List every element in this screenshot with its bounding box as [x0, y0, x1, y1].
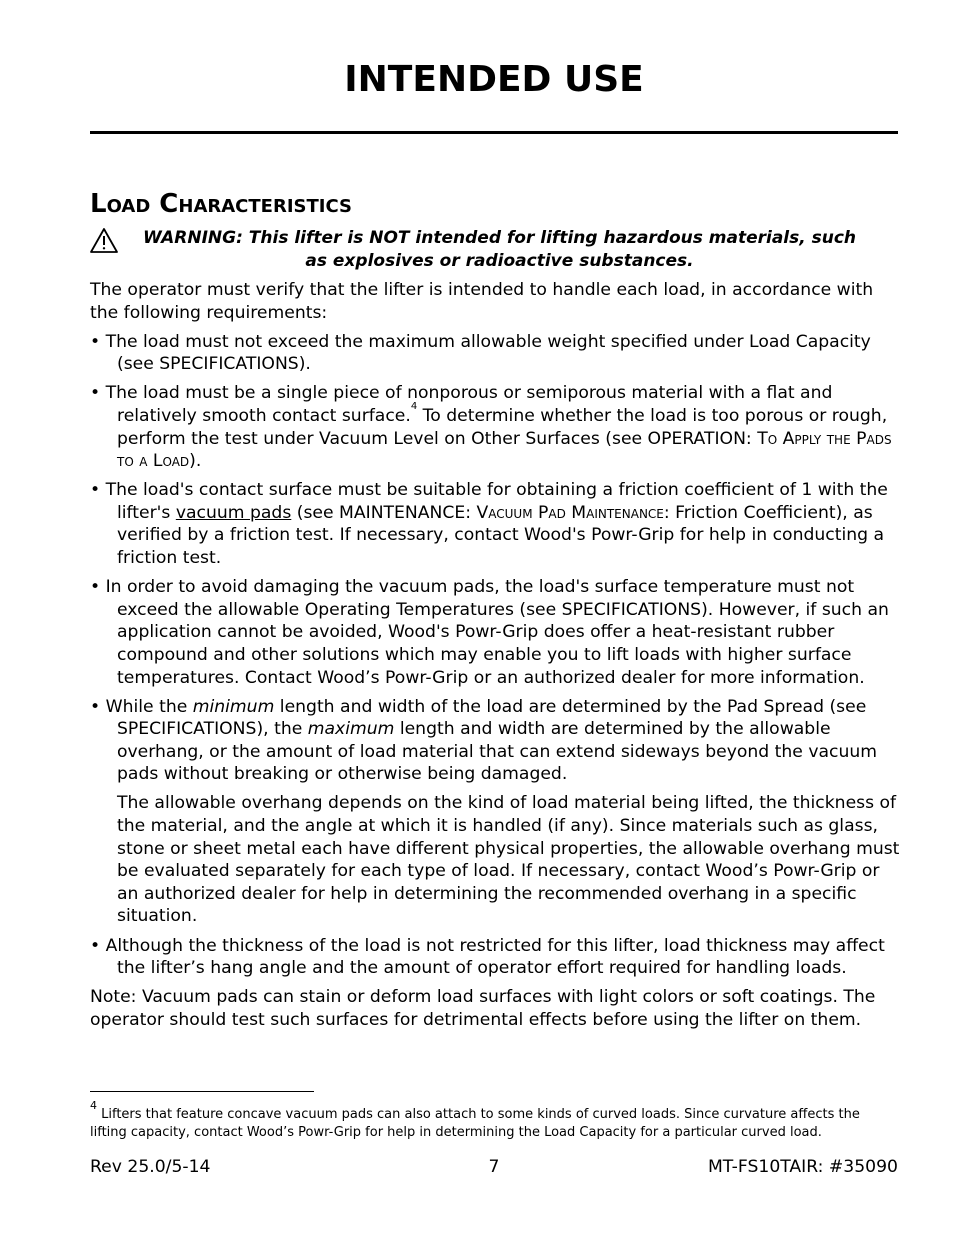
bullet-surface: • The load must be a single piece of nonporous or semiporous material with a flat and relatively smooth contact surface.$^4$ To determine whether the load is too porous or rough, perform the test under Vacuum Level on Other Surfaces (see OPERATION: To Apply the Pads to a Load).	[90, 383, 892, 472]
page-title: INTENDED USE	[344, 59, 644, 100]
title-divider	[90, 131, 898, 134]
footnote	[90, 1099, 890, 1142]
vacuum-pads-link[interactable]: vacuum pads	[175, 502, 292, 523]
section-reference: To Apply the Pads to a Load	[117, 428, 892, 472]
footnote-text: Lifters that feature concave vacuum pads can also attach to some kinds of curved loads. Since curvature affects the lifting capacity, contact Wood’s Powr-Grip for help in determining the Load Capacity for a particular curved load.	[90, 1107, 860, 1140]
revision-label: Rev 25.0/5-14	[90, 1157, 211, 1177]
footnote-divider	[90, 1091, 314, 1092]
bullet-friction: • The load's contact surface must be suitable for obtaining a friction coefficient of 1 with the lifter's vacuum pads (see MAINTENANCE: Vacuum Pad Maintenance: Friction Coefficient), as verified by a friction test. If necessary, contact Wood's Powr-Grip for help in conducting a friction test.	[90, 480, 888, 569]
overhang-paragraph: The allowable overhang depends on the kind of load material being lifted, the thickness of the material, and the angle at which it is handled (if any). Since materials such as glass, stone or sheet metal each have different physical properties, the allowable overhang must be evaluated separately for each type of load. If necessary, contact Wood’s Powr-Grip or an authorized dealer for help in determining the recommended overhang in a specific situation.	[117, 793, 900, 927]
page-number: 7	[488, 1157, 500, 1177]
document-id: MT-FS10TAIR: #35090	[707, 1157, 898, 1177]
body-content	[90, 279, 902, 1038]
warning-triangle-icon	[89, 227, 119, 254]
bullet-dimensions: • While the minimum length and width of the load are determined by the Pad Spread (see SPECIFICATIONS), the maximum length and width are determined by the allowable overhang, or the amount of load material that can extend sideways beyond the vacuum pads without breaking or otherwise being damaged.	[90, 696, 878, 785]
footnote-number: 4	[90, 1099, 97, 1112]
warning-text: WARNING: This lifter is NOT intended for lifting hazardous materials, such as explosives or radioactive substances.	[142, 228, 857, 271]
section-reference: Vacuum Pad Maintenance	[476, 502, 664, 523]
bullet-weight: • The load must not exceed the maximum allowable weight specified under Load Capacity (see SPECIFICATIONS).	[90, 331, 871, 375]
note-paragraph: Note: Vacuum pads can stain or deform load surfaces with light colors or soft coatings. The operator should test such surfaces for detrimental effects before using the lifter on them.	[90, 987, 876, 1030]
section-heading: Load Characteristics	[90, 189, 352, 219]
bullet-thickness: • Although the thickness of the load is not restricted for this lifter, load thickness may affect the lifter’s hang angle and the amount of operator effort required for handling loads.	[90, 935, 885, 979]
intro-paragraph: The operator must verify that the lifter is intended to handle each load, in accordance with the following requirements:	[90, 280, 874, 323]
footnote-reference[interactable]: 4	[410, 400, 418, 412]
bullet-temperature: • In order to avoid damaging the vacuum pads, the load's surface temperature must not exceed the allowable Operating Temperatures (see SPECIFICATIONS). However, if such an application cannot be avoided, Wood's Powr-Grip does offer a heat-resistant rubber compound and other solutions which may enable you to lift loads with higher surface temperatures. Contact Wood’s Powr-Grip or an authorized dealer for more information.	[90, 577, 889, 688]
